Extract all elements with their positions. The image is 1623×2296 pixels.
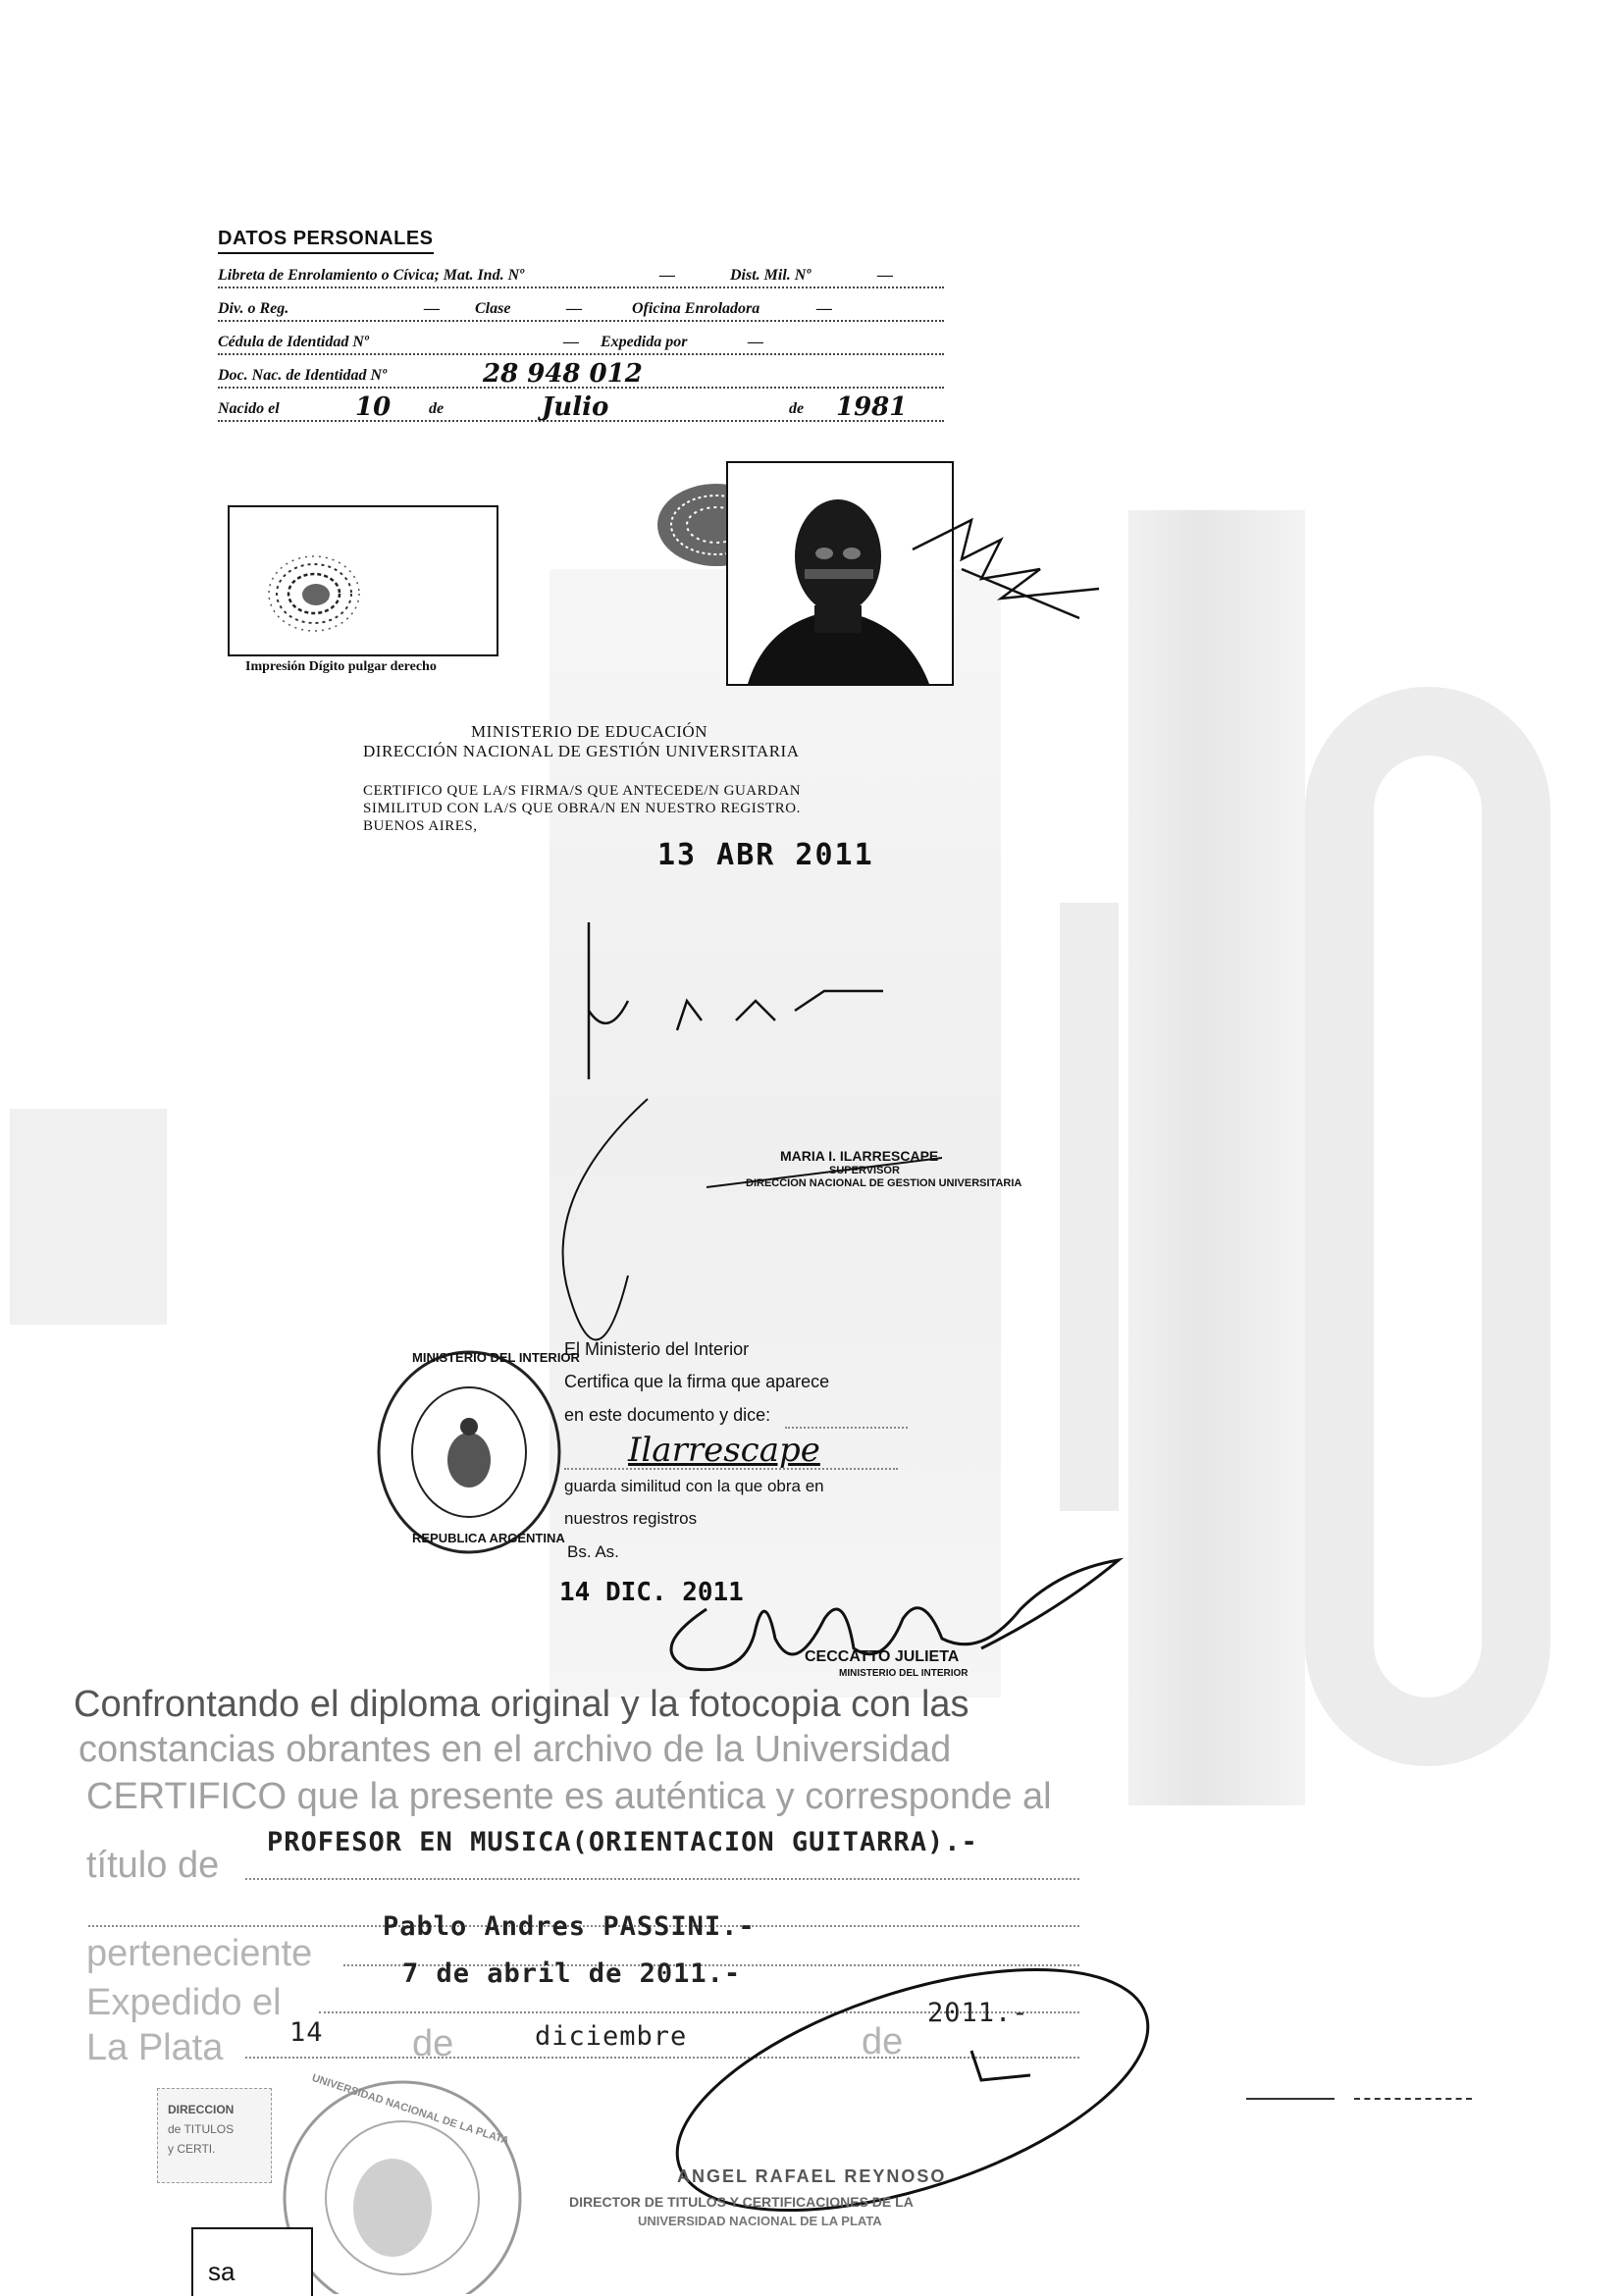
expedida-label: Expedida por [601, 334, 688, 350]
div-reg-value: — [424, 300, 440, 317]
div-reg-label: Div. o Reg. [218, 300, 289, 317]
supervisor-office: DIRECCION NACIONAL DE GESTION UNIVERSITARIA [746, 1177, 1022, 1189]
interior-dotted-1 [785, 1425, 908, 1429]
dist-mil-label: Dist. Mil. Nº [730, 267, 812, 284]
interior-line6: Bs. As. [567, 1542, 619, 1561]
min-edu-line4: SIMILITUD CON LA/S QUE OBRA/N EN NUESTRO REGISTRO. [363, 801, 801, 816]
direccion-stamp [157, 2088, 272, 2183]
interior-line5: nuestros registros [564, 1509, 698, 1528]
min-edu-line3: CERTIFICO QUE LA/S FIRMA/S QUE ANTECEDE/N GUARDAN [363, 783, 802, 799]
direccion-stamp-2: de TITULOS [168, 2122, 235, 2136]
form-row-div-reg [218, 290, 944, 322]
interior-signer-office: MINISTERIO DEL INTERIOR [839, 1668, 969, 1679]
personal-header: DATOS PERSONALES [218, 228, 434, 254]
nacido-month: Julio [542, 392, 609, 422]
interior-line2: Certifica que la firma que aparece [564, 1372, 830, 1391]
interior-line3: en este documento y dice: [564, 1405, 771, 1425]
interior-signer: CECCATTO JULIETA [805, 1648, 960, 1665]
cedula-value: — [563, 334, 579, 350]
interior-seal [371, 1344, 567, 1560]
university-seal-text: UNIVERSIDAD NACIONAL DE LA PLATA [310, 2072, 511, 2148]
dni-value: 28 948 012 [483, 359, 643, 389]
direccion-stamp-1: DIRECCION [168, 2103, 235, 2116]
form-row-cedula [218, 324, 944, 355]
interior-line1: El Ministerio del Interior [564, 1339, 750, 1359]
form-row-libreta [218, 257, 944, 288]
uni-day: 14 [289, 2017, 324, 2048]
signature-interior [608, 1550, 1138, 1688]
interior-signature-name: Ilarrescape [628, 1431, 820, 1470]
supervisor-name: MARIA I. ILARRESCAPE [780, 1148, 939, 1164]
titulo-dots [245, 1876, 1079, 1880]
nacido-de2: de [789, 400, 805, 417]
cedula-label: Cédula de Identidad Nº [218, 334, 369, 350]
direccion-stamp-3: y CERTI. [168, 2142, 216, 2156]
nacido-label: Nacido el [218, 400, 280, 417]
uni-label-laplata: La Plata [86, 2027, 224, 2068]
uni-label-titulo: título de [86, 1845, 220, 1886]
oficina-value: — [816, 300, 832, 317]
uni-label-expedido: Expedido el [86, 1982, 282, 2023]
uni-expedido: 7 de abril de 2011.- [402, 1958, 742, 1989]
interior-seal-top: MINISTERIO DEL INTERIOR [412, 1350, 580, 1365]
clase-label: Clase [475, 300, 511, 317]
uni-holder: Pablo Andres PASSINI.- [383, 1911, 756, 1942]
min-edu-line5: BUENOS AIRES, [363, 818, 478, 834]
expedida-value: — [748, 334, 763, 350]
uni-line1: Confrontando el diploma original y la fotocopia con las [74, 1684, 969, 1725]
supervisor-role: SUPERVISOR [829, 1165, 900, 1176]
uni-label-perteneciente: perteneciente [86, 1933, 313, 1974]
interior-line4: guarda similitud con la que obra en [564, 1477, 824, 1495]
form-row-nacido [218, 391, 944, 422]
uni-label-de1: de [412, 2023, 454, 2064]
min-edu-date: 13 ABR 2011 [657, 838, 874, 872]
clase-value: — [566, 300, 582, 317]
watermark-vertical-text [1128, 510, 1305, 1805]
interior-dotted-2 [564, 1466, 898, 1470]
nacido-day: 10 [355, 392, 392, 422]
reynoso-name: ANGEL RAFAEL REYNOSO [677, 2166, 947, 2186]
dist-mil-value: — [877, 267, 893, 284]
interior-date: 14 DIC. 2011 [559, 1578, 744, 1607]
thumbprint-caption: Impresión Dígito pulgar derecho [245, 659, 437, 674]
university-seal [275, 2061, 530, 2294]
thumbprint-image [236, 549, 373, 648]
right-dash-1 [1246, 2098, 1335, 2100]
watermark-column [1060, 903, 1119, 1511]
uni-month: diciembre [535, 2021, 688, 2052]
right-dash-2 [1354, 2098, 1472, 2100]
uni-line3: CERTIFICO que la presente es auténtica y corresponde al [86, 1776, 1052, 1817]
reynoso-role: DIRECTOR DE TITULOS Y CERTIFICACIONES DE LA [569, 2194, 914, 2210]
uni-label-de2: de [862, 2021, 904, 2062]
uni-line2: constancias obrantes en el archivo de la Universidad [79, 1729, 952, 1770]
libreta-value: — [659, 267, 675, 284]
photo-signature [903, 510, 1138, 628]
libreta-label: Libreta de Enrolamiento o Cívica; Mat. Ind. Nº [218, 267, 524, 284]
uni-sa: sa [208, 2257, 236, 2286]
min-edu-line1: MINISTERIO DE EDUCACIÓN [471, 722, 707, 741]
uni-titulo: PROFESOR EN MUSICA(ORIENTACION GUITARRA).- [267, 1827, 978, 1857]
interior-seal-bottom: REPUBLICA ARGENTINA [412, 1531, 565, 1545]
nacido-de1: de [429, 400, 445, 417]
dni-label: Doc. Nac. de Identidad Nº [218, 367, 387, 384]
uni-year: 2011.- [927, 1998, 1029, 2028]
reynoso-inst: UNIVERSIDAD NACIONAL DE LA PLATA [638, 2214, 882, 2228]
watermark-left-band [10, 1109, 167, 1325]
nacido-year: 1981 [836, 392, 908, 422]
min-edu-line2: DIRECCIÓN NACIONAL DE GESTIÓN UNIVERSITARIA [363, 742, 800, 760]
form-row-dni [218, 357, 944, 389]
watermark-arch [1305, 687, 1550, 1766]
oficina-label: Oficina Enroladora [632, 300, 760, 317]
